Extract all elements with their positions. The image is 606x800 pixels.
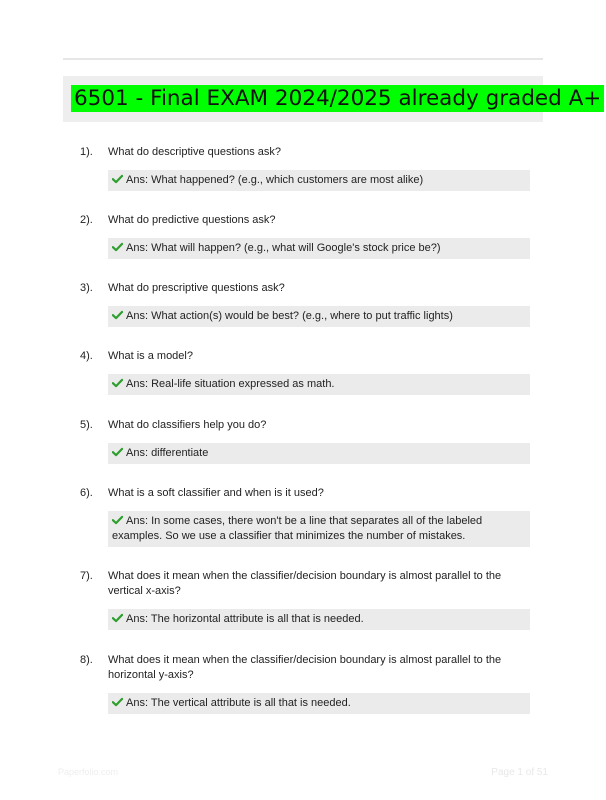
question-number: 1). [80, 146, 93, 158]
question-text: What do classifiers help you do? [108, 419, 267, 431]
answer-text: Ans: Real-life situation expressed as math. [126, 378, 335, 390]
checkmark-icon [112, 174, 123, 184]
answer-box [108, 693, 530, 714]
answer-text: Ans: What happened? (e.g., which customers are most alike) [126, 174, 424, 186]
question-number: 8). [80, 654, 93, 666]
answer-text: Ans: What action(s) would be best? (e.g., where to put traffic lights) [126, 310, 453, 322]
question-number: 5). [80, 419, 93, 431]
answer-text: Ans: differentiate [126, 447, 209, 459]
question-text: What is a model? [108, 350, 193, 362]
question-number: 3). [80, 282, 93, 294]
page-number: Page 1 of 51 [491, 767, 548, 778]
answer-text: Ans: In some cases, there won't be a line that separates all of the labeled examples. So we use a classifier that minimizes the number of mistakes. [112, 515, 483, 542]
answer-box [108, 374, 530, 395]
document-title: 6501 - Final EXAM 2024/2025 already graded A+ [71, 85, 604, 112]
answer-box [108, 511, 530, 547]
answer-box [108, 238, 530, 259]
checkmark-icon [112, 378, 123, 388]
checkmark-icon [112, 242, 123, 252]
checkmark-icon [112, 515, 123, 525]
question-text: What does it mean when the classifier/decision boundary is almost parallel to the vertical x-axis? [108, 570, 502, 597]
question-number: 7). [80, 570, 93, 582]
title-banner [63, 76, 602, 122]
checkmark-icon [112, 697, 123, 707]
checkmark-icon [112, 613, 123, 623]
answer-box [108, 609, 530, 630]
question-text: What does it mean when the classifier/decision boundary is almost parallel to the horizontal y-axis? [108, 654, 502, 681]
question-number: 6). [80, 487, 93, 499]
question-text: What do predictive questions ask? [108, 214, 276, 226]
question-text: What do prescriptive questions ask? [108, 282, 285, 294]
answer-text: Ans: What will happen? (e.g., what will Google's stock price be?) [126, 242, 441, 254]
question-text: What is a soft classifier and when is it used? [108, 487, 324, 499]
checkmark-icon [112, 447, 123, 457]
top-divider [63, 58, 543, 60]
answer-box [108, 170, 530, 191]
checkmark-icon [112, 310, 123, 320]
question-text: What do descriptive questions ask? [108, 146, 282, 158]
answer-text: Ans: The horizontal attribute is all that is needed. [126, 613, 364, 625]
footer-watermark: Paperfolio.com [58, 767, 119, 777]
answer-text: Ans: The vertical attribute is all that is needed. [126, 697, 351, 709]
question-number: 4). [80, 350, 93, 362]
answer-box [108, 443, 530, 464]
answer-box [108, 306, 530, 327]
question-number: 2). [80, 214, 93, 226]
